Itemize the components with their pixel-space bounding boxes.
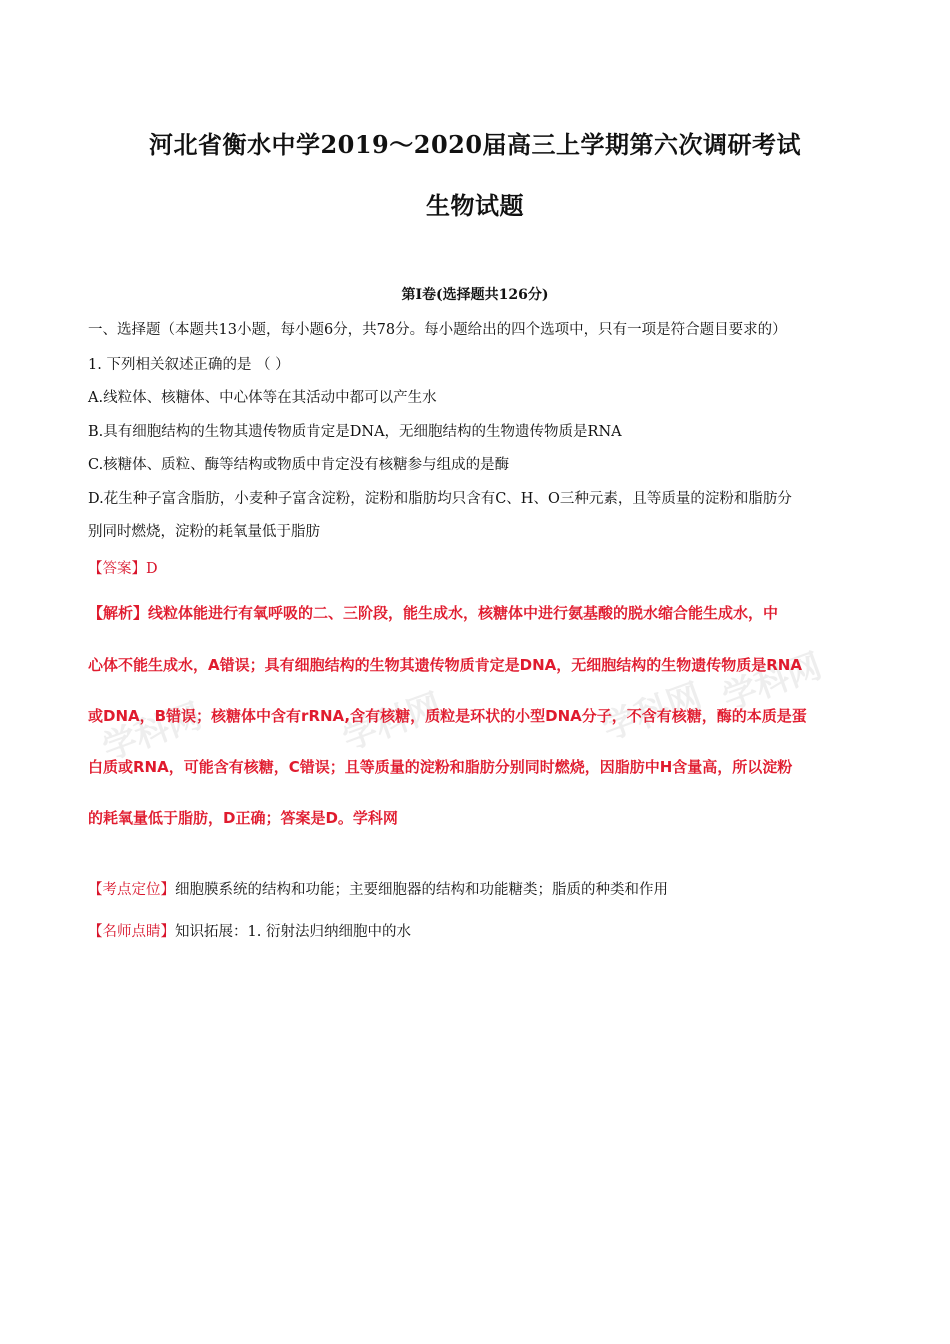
option-d: D.花生种子富含脂肪，小麦种子富含淀粉，淀粉和脂肪均只含有C、H、O三种元素，且等质量的淀粉和脂肪分	[88, 491, 792, 507]
mingshi-text: 知识拓展：1. 衍射法归纳细胞中的水	[175, 924, 411, 940]
option-c: C.核糖体、质粒、酶等结构或物质中肯定没有核糖参与组成的是酶	[88, 457, 510, 473]
kaodian-tag: 【考点定位】	[88, 882, 175, 898]
option-b: B.具有细胞结构的生物其遗传物质肯定是DNA，无细胞结构的生物遗传物质是RNA	[88, 424, 622, 440]
mingshi-line	[88, 920, 411, 941]
kaodian-text: 细胞膜系统的结构和功能；主要细胞器的结构和功能糖类；脂质的种类和作用	[175, 882, 668, 898]
sub-title: 生物试题	[426, 191, 524, 220]
analysis-line-5: 的耗氧量低于脂肪，D正确；答案是D。学科网	[88, 809, 398, 827]
answer-value: D	[146, 561, 158, 577]
svg-text:学科网: 学科网	[597, 675, 707, 749]
kaodian-line	[88, 878, 668, 899]
svg-text:学科网: 学科网	[337, 685, 447, 759]
mingshi-tag: 【名师点睛】	[88, 924, 175, 940]
answer-line	[88, 557, 158, 578]
analysis-line-2: 心体不能生成水，A错误；具有细胞结构的生物其遗传物质肯定是DNA，无细胞结构的生物遗传物质是RNA	[88, 656, 802, 674]
svg-text:学科网: 学科网	[717, 645, 827, 719]
answer-tag: 【答案】	[88, 561, 146, 577]
option-d-continued: 别同时燃烧，淀粉的耗氧量低于脂肪	[88, 524, 320, 540]
section-heading: 第Ⅰ卷(选择题共126分)	[401, 287, 549, 303]
question-stem: 1. 下列相关叙述正确的是 （ ）	[88, 357, 290, 373]
option-a: A.线粒体、核糖体、中心体等在其活动中都可以产生水	[88, 390, 437, 406]
analysis-line-4: 白质或RNA，可能含有核糖，C错误；且等质量的淀粉和脂肪分别同时燃烧，因脂肪中H含量高，所以淀粉	[88, 758, 793, 776]
main-title: 河北省衡水中学2019～2020届高三上学期第六次调研考试	[148, 130, 802, 159]
analysis-line-1: 【解析】线粒体能进行有氧呼吸的二、三阶段，能生成水，核糖体中进行氨基酸的脱水缩合能生成水，中	[88, 604, 779, 622]
svg-text:学科网: 学科网	[97, 695, 207, 769]
section-instructions: 一、选择题（本题共13小题，每小题6分，共78分。每小题给出的四个选项中，只有一项是符合题目要求的）	[88, 322, 787, 338]
analysis-line-3: 或DNA，B错误；核糖体中含有rRNA,含有核糖，质粒是环状的小型DNA分子，不含有核糖，酶的本质是蛋	[88, 707, 807, 725]
